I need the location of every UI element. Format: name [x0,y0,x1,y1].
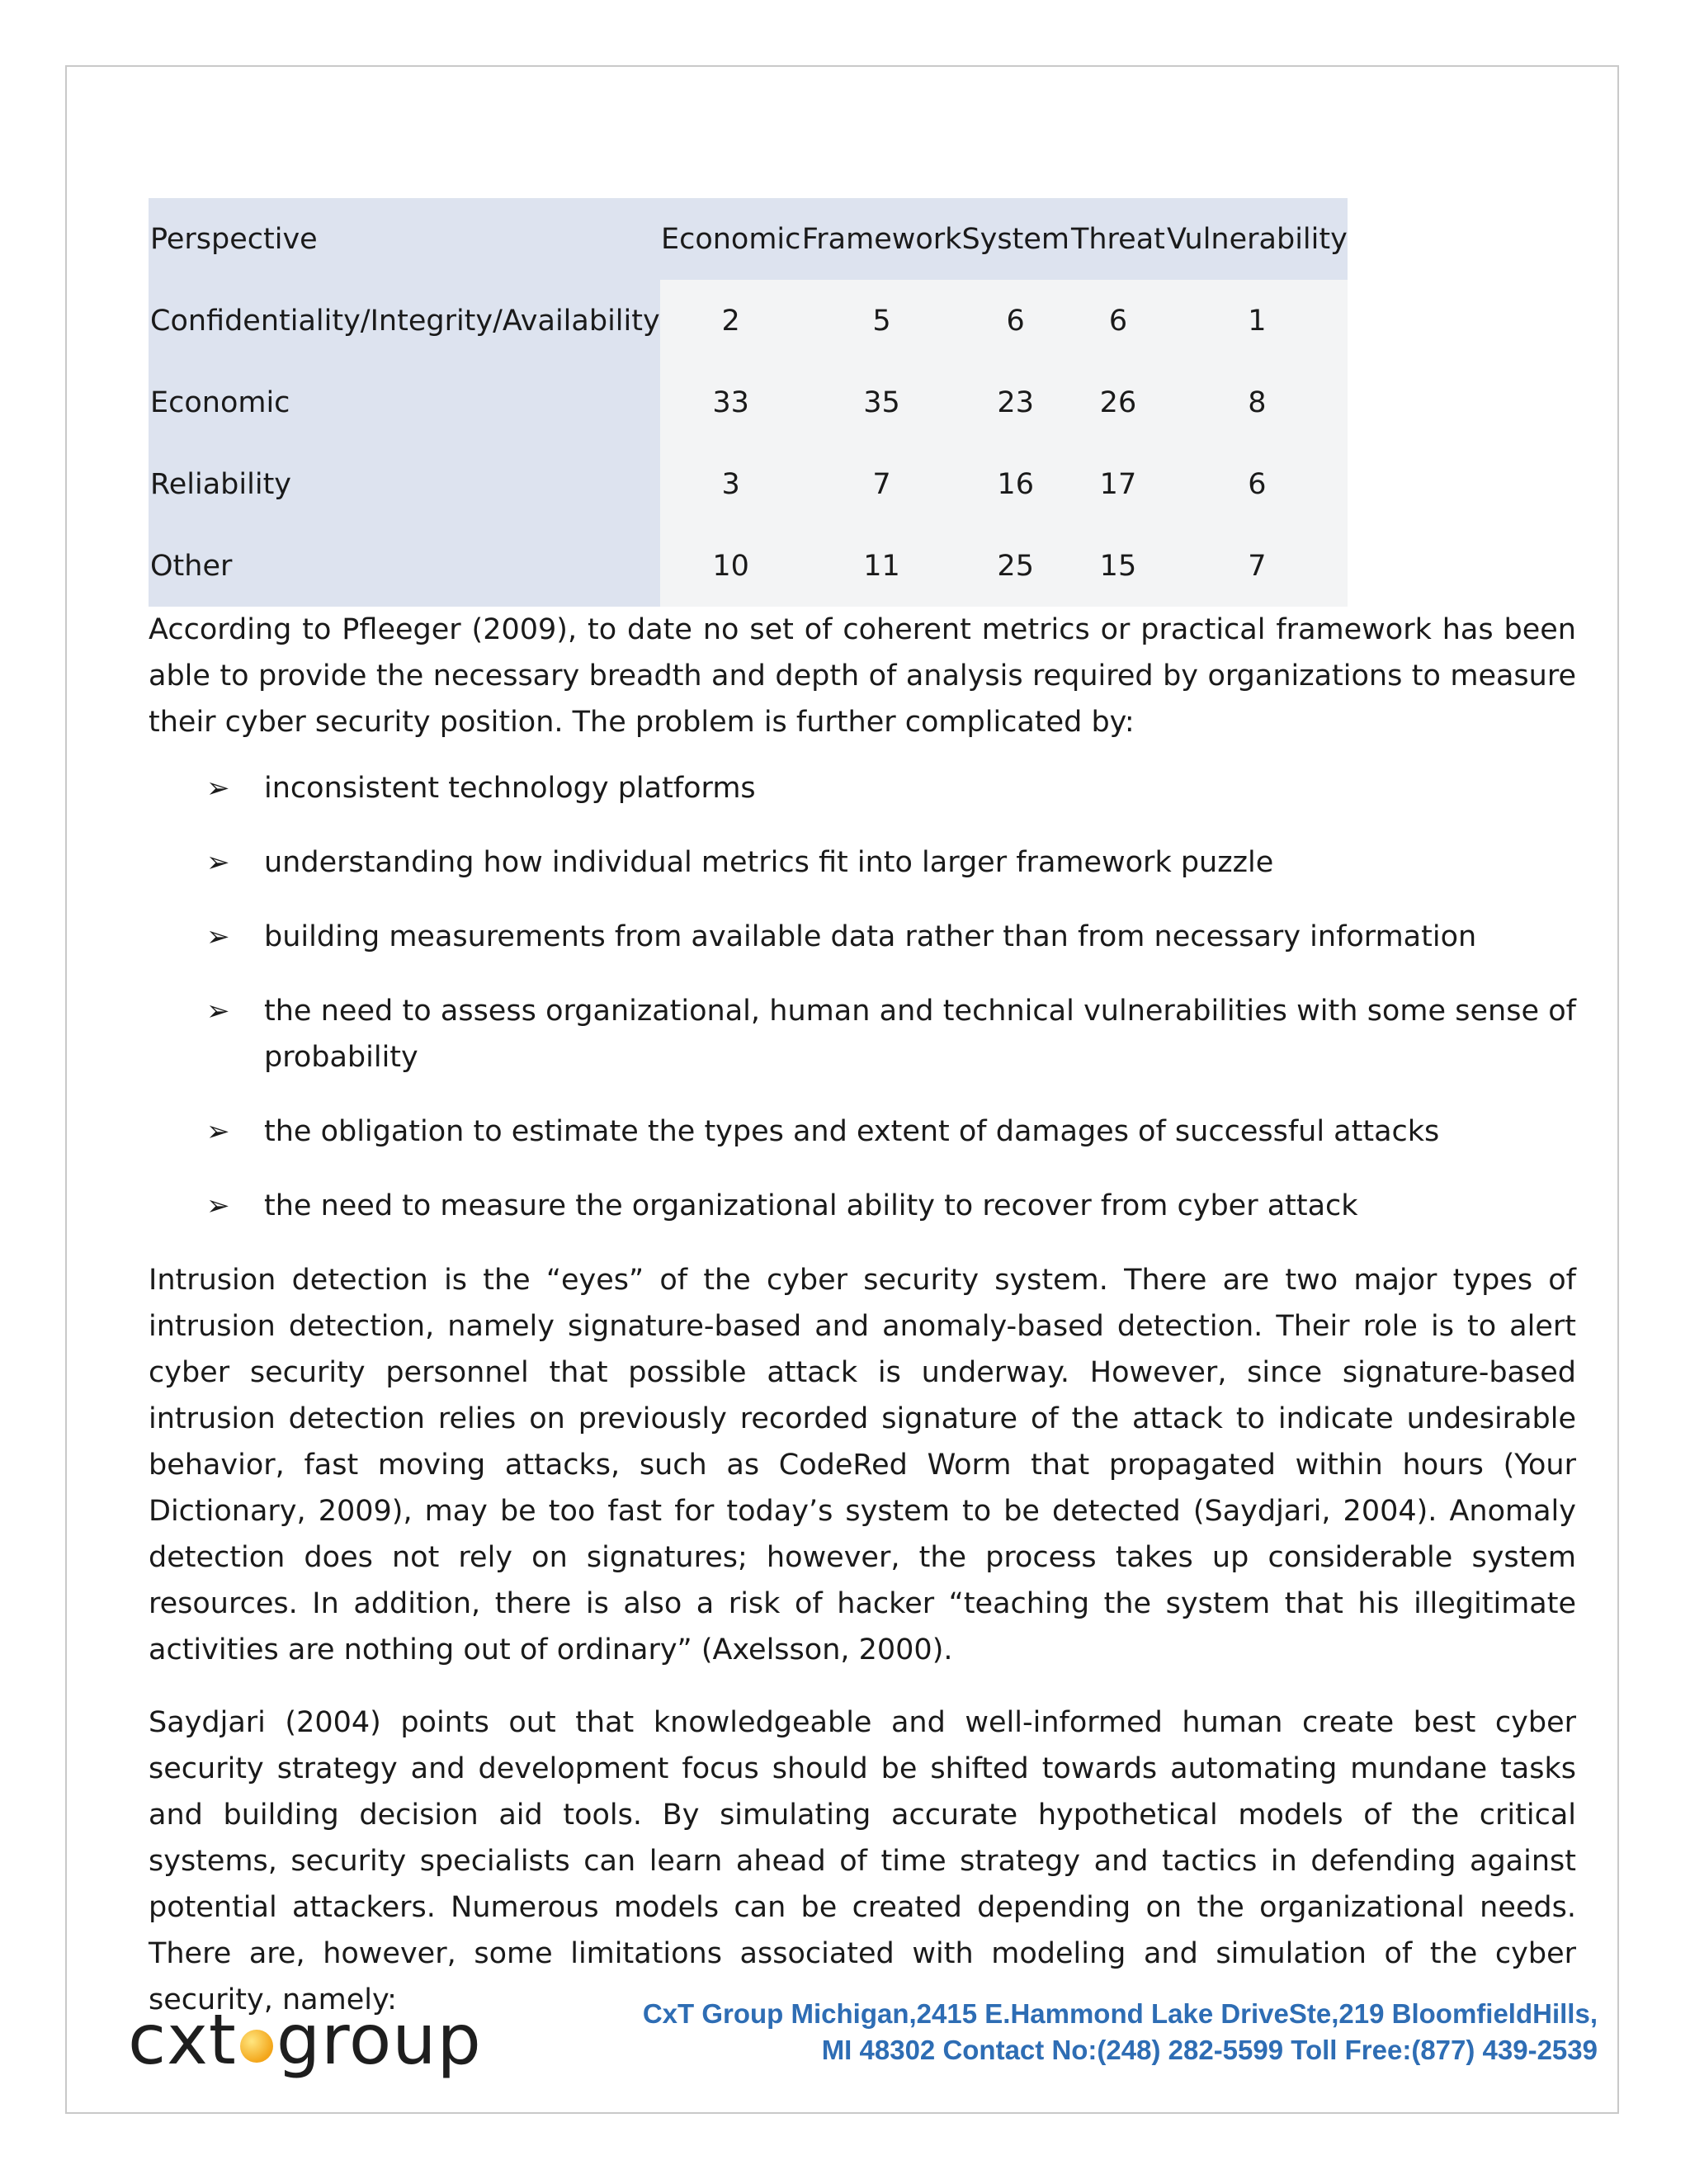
list-item [149,1183,1576,1229]
list-item-text: inconsistent technology platforms [264,772,756,805]
cell: 16 [961,443,1069,525]
row-label: Other [149,525,660,607]
logo-text-left: cxt [128,1999,237,2080]
cell: 25 [961,525,1069,607]
cell: 33 [660,362,802,443]
saydjari-paragraph: Saydjari (2004) points out that knowledgeable and well-informed human create best cyber security strategy and development focus should be shifted towards automating mundane tasks and building decision aid tools. By simulating accurate hypothetical models of the critical systems, security specialists can learn ahead of time strategy and tactics in defending against potential attackers. Numerous models can be created depending on the organizational needs. There are, however, some limitations associated with modeling and simulation of the cyber security, namely: [149,1706,1576,2016]
logo-orb-icon [240,2030,273,2063]
cell: 17 [1069,443,1167,525]
row-label: Confidentiality/Integrity/Availability [149,280,660,362]
table-header-row [149,198,1348,280]
cell: 35 [802,362,962,443]
cell: 6 [1069,280,1167,362]
list-item [149,988,1576,1080]
header-economic: Economic [660,198,802,280]
cell: 15 [1069,525,1167,607]
list-item [149,765,1576,811]
intrusion-detection-paragraph: Intrusion detection is the “eyes” of the cyber security system. There are two major types of intrusion detection, namely signature-based and anomaly-based detection. Their role is to alert cyber security personnel that possible attack is underway. However, since signature-based intrusion detection relies on previously recorded signature of the attack to indicate undesirable behavior, fast moving attacks, such as CodeRed Worm that propagated within hours (Your Dictionary, 2009), may be too fast for today’s system to be detected (Saydjari, 2004). Anomaly detection does not rely on signatures; however, the process takes up considerable system resources. In addition, there is also a risk of hacker “teaching the system that his illegitimate activities are nothing out of ordinary” (Axelsson, 2000). [149,1264,1576,1666]
row-label: Reliability [149,443,660,525]
intro-paragraph: According to Pfleeger (2009), to date no set of coherent metrics or practical framework has been able to provide the necessary breadth and depth of analysis required by organizations to measure their cyber security position. The problem is further complicated by: [149,613,1576,739]
cell: 8 [1167,362,1348,443]
arrow-bullet-icon: ➢ [206,995,230,1028]
table-row [149,280,1348,362]
address-line-1: CxT Group Michigan,2415 E.Hammond Lake DriveSte,219 BloomfieldHills, [642,1998,1598,2029]
arrow-bullet-icon: ➢ [206,1115,230,1148]
metrics-table [149,198,1348,607]
list-item-text: the need to assess organizational, human and technical vulnerabilities with some sense of probability [264,995,1576,1074]
cell: 3 [660,443,802,525]
cell: 5 [802,280,962,362]
arrow-bullet-icon: ➢ [206,846,230,879]
company-logo [128,1999,482,2080]
arrow-bullet-icon: ➢ [206,772,230,805]
list-item [149,839,1576,886]
header-system: System [961,198,1069,280]
list-item [149,1109,1576,1155]
logo-text-right: group [276,1999,482,2080]
document-body [149,198,1576,2023]
list-item-text: the obligation to estimate the types and extent of damages of successful attacks [264,1115,1440,1148]
list-item-text: the need to measure the organizational ability to recover from cyber attack [264,1189,1358,1222]
header-threat: Threat [1069,198,1167,280]
table-row [149,525,1348,607]
arrow-bullet-icon: ➢ [206,920,230,953]
table-row [149,362,1348,443]
table-row [149,443,1348,525]
cell: 2 [660,280,802,362]
cell: 7 [802,443,962,525]
list-item-text: understanding how individual metrics fit into larger framework puzzle [264,846,1274,879]
cell: 23 [961,362,1069,443]
footer-address [607,1996,1598,2068]
list-item-text: building measurements from available data rather than from necessary information [264,920,1477,953]
bullet-list [149,765,1576,1229]
cell: 1 [1167,280,1348,362]
cell: 6 [961,280,1069,362]
arrow-bullet-icon: ➢ [206,1189,230,1222]
header-perspective: Perspective [149,198,660,280]
address-line-2: MI 48302 Contact No:(248) 282-5599 Toll Free:(877) 439-2539 [821,2035,1598,2065]
list-item [149,914,1576,960]
cell: 10 [660,525,802,607]
header-framework: Framework [802,198,962,280]
cell: 11 [802,525,962,607]
cell: 7 [1167,525,1348,607]
header-vulnerability: Vulnerability [1167,198,1348,280]
cell: 6 [1167,443,1348,525]
cell: 26 [1069,362,1167,443]
row-label: Economic [149,362,660,443]
